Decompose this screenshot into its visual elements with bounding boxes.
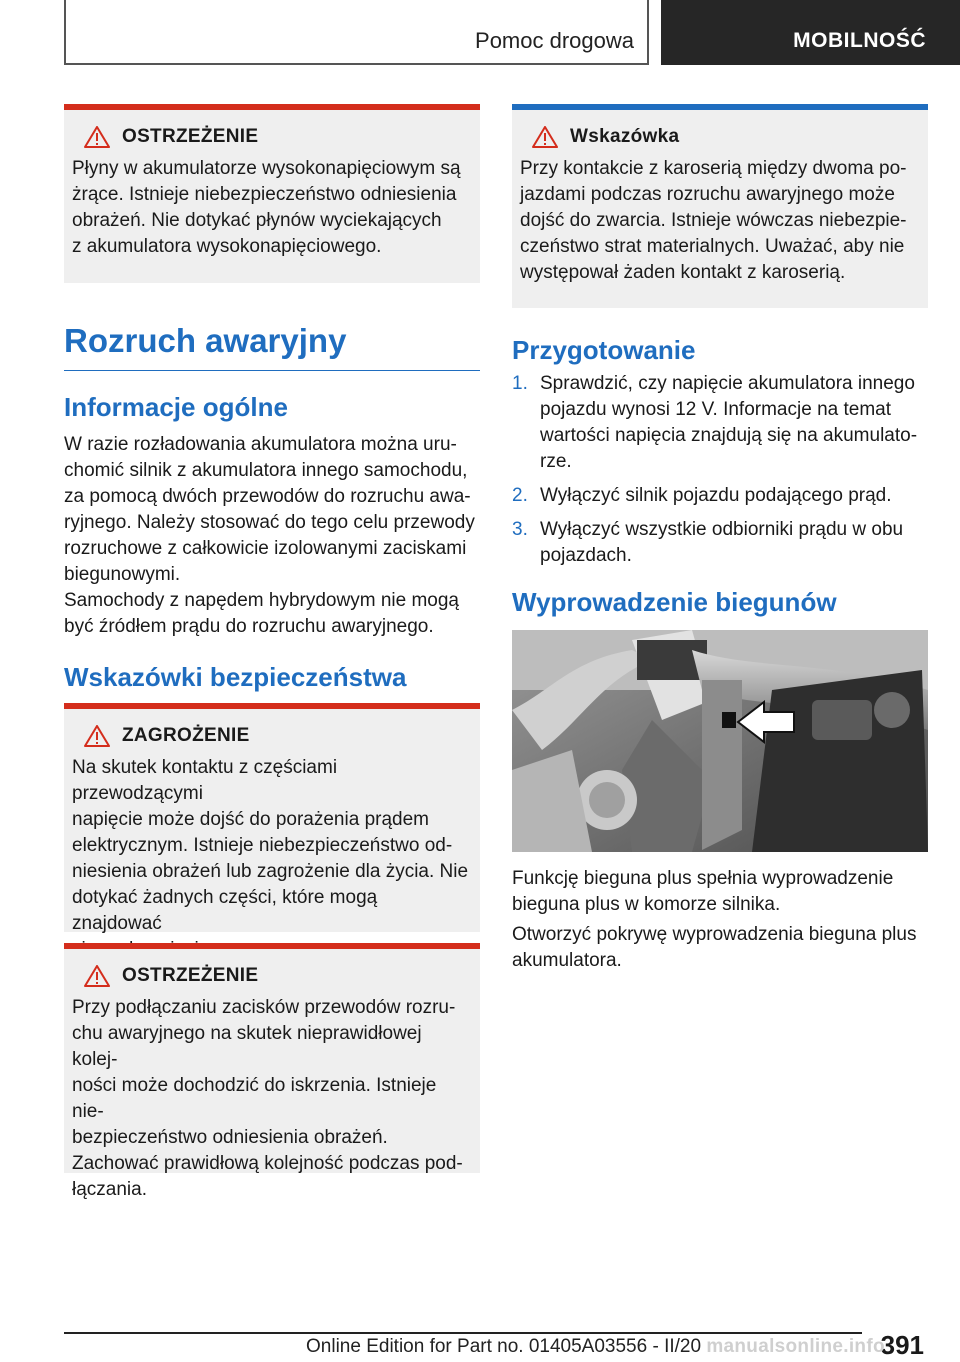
- warning-title: OSTRZEŻENIE: [122, 965, 259, 986]
- warning-triangle-icon: [532, 126, 558, 148]
- step-item: [512, 371, 928, 475]
- step-number: 2.: [512, 485, 528, 506]
- edition-text: Online Edition for Part no. 01405A03556 - II/20: [306, 1336, 702, 1357]
- step-number: 1.: [512, 373, 528, 394]
- note-box: [512, 104, 928, 308]
- general-info-heading: Informacje ogólne: [64, 392, 288, 422]
- preparation-steps: [512, 371, 928, 577]
- preparation-heading: Przygotowanie: [512, 335, 696, 365]
- note-title: Wskazówka: [570, 126, 680, 147]
- note-text: Przy kontakcie z karoserią między dwoma po‐ jazdami podczas rozruchu awaryjnego może dojść do zwarcia. Istnieje wówczas niebezpie‐ czeństwo strat materialnych. Uważać, aby nie występował żaden kontakt z karoserią.: [520, 158, 907, 283]
- general-info-paragraph-2: Samochody z napędem hybrydowym nie mogą być źródłem prądu do rozruchu awaryjnego.: [64, 590, 459, 637]
- step-item: [512, 517, 928, 569]
- general-info-paragraph-1: W razie rozładowania akumulatora można uru‐ chomić silnik z akumulatora innego samochodu, za pomocą dwóch przewodów do rozruchu awa‐ ryjnego. Należy stosować do tego celu przewody rozruchowe z całkowicie izolowanymi zaciskami biegunowymi.: [64, 434, 475, 585]
- warning-box-battery-fluids: [64, 104, 480, 283]
- warning-text: Płyny w akumulatorze wysokonapięciowym są żrące. Istnieje niebezpieczeństwo odniesienia obrażeń. Nie dotykać płynów wyciekających z akumulatora wysokonapięciowego.: [72, 158, 461, 257]
- section-title: Rozruch awaryjny: [64, 322, 480, 371]
- engine-bay-photo: [512, 630, 928, 852]
- warning-triangle-icon: [84, 725, 110, 747]
- footer-edition: [306, 1336, 885, 1358]
- warning-title: OSTRZEŻENIE: [122, 126, 259, 147]
- terminal-paragraph-2: Otworzyć pokrywę wyprowadzenia bieguna plus akumulatora.: [512, 924, 917, 971]
- warning-triangle-icon: [84, 965, 110, 987]
- header-section-title: Pomoc drogowa: [475, 28, 634, 53]
- step-number: 3.: [512, 519, 528, 540]
- header-chapter-tab: [661, 0, 960, 65]
- terminal-paragraph-1: Funkcję bieguna plus spełnia wyprowadzenie bieguna plus w komorze silnika.: [512, 868, 894, 915]
- warning-box-sparking: [64, 943, 480, 1200]
- step-text: Wyłączyć silnik pojazdu podającego prąd.: [540, 485, 892, 506]
- engine-bay-illustration: [512, 630, 928, 852]
- header-divider: [647, 0, 649, 65]
- danger-title: ZAGROŻENIE: [122, 725, 250, 746]
- step-text: Sprawdzić, czy napięcie akumulatora innego pojazdu wynosi 12 V. Informacje na temat wartości napięcia znajdują się na akumulato‐ rze.: [540, 373, 918, 472]
- warning-text: Przy podłączaniu zacisków przewodów rozru‐ chu awaryjnego na skutek nieprawidłowej kolej‐ ności może dochodzić do iskrzenia. Istnieje nie‐ bezpieczeństwo odniesienia obrażeń. Zachować prawidłową kolejność podczas pod‐ łączania.: [72, 997, 463, 1200]
- header-left-border: [64, 0, 66, 65]
- warning-triangle-icon: [84, 126, 110, 148]
- page-number: 391: [880, 1330, 924, 1360]
- step-text: Wyłączyć wszystkie odbiorniki prądu w obu pojazdach.: [540, 519, 904, 566]
- danger-box: [64, 703, 480, 932]
- danger-text: Na skutek kontaktu z częściami przewodzącymi napięcie może dojść do porażenia prądem elektrycznym. Istnieje niebezpieczeństwo od‐ niesienia obrażeń lub zagrożenie dla życia. Nie dotykać żadnych części, które mogą znajdować: [72, 757, 469, 934]
- header-rule: [64, 63, 649, 65]
- chapter-label: MOBILNOŚĆ: [793, 29, 926, 52]
- terminal-heading: Wyprowadzenie biegunów: [512, 587, 837, 617]
- safety-heading: Wskazówki bezpieczeństwa: [64, 662, 407, 692]
- watermark-logo: manualsonline.info: [706, 1336, 885, 1357]
- footer-rule: [64, 1332, 862, 1334]
- step-item: [512, 483, 928, 509]
